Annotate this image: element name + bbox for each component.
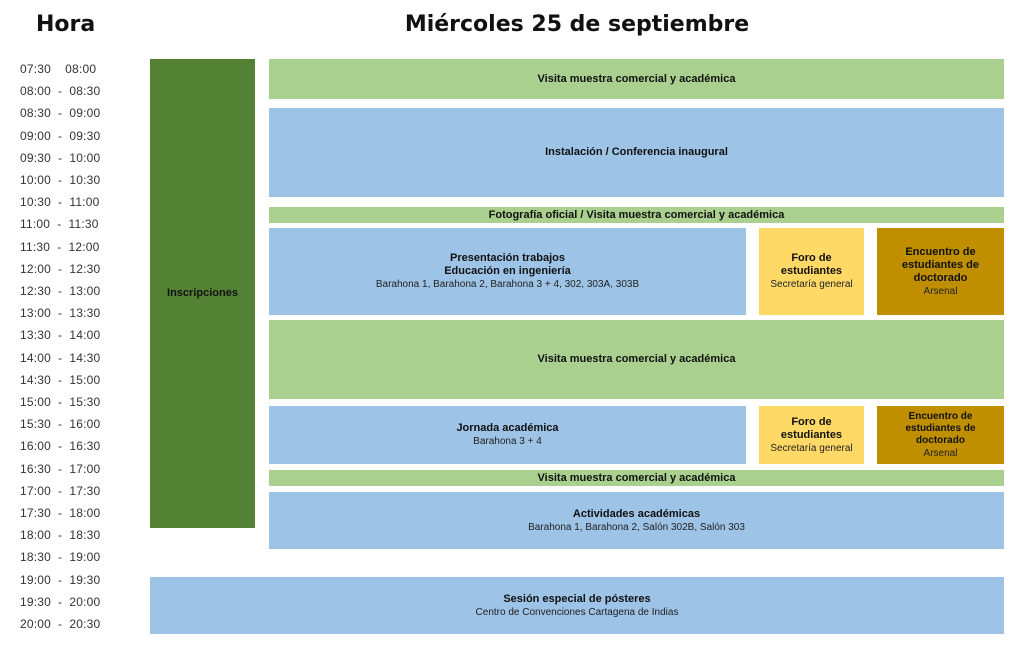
encuentro-room-2: Arsenal <box>923 447 958 459</box>
time-slot-label: 12:00 - 12:30 <box>20 261 101 276</box>
visita-block-2 <box>269 320 1004 399</box>
time-slot-label: 16:30 - 17:00 <box>20 461 101 476</box>
time-slot-label: 09:30 - 10:00 <box>20 150 101 165</box>
time-slot-label: 09:00 - 09:30 <box>20 128 101 143</box>
visita-title-2: Visita muestra comercial y académica <box>537 353 736 365</box>
foro-title-1a: Foro de <box>791 252 832 264</box>
encuentro-title-2a: Encuentro de <box>908 410 973 422</box>
foro-room-2: Secretaría general <box>770 442 853 454</box>
time-slot-label: 10:00 - 10:30 <box>20 173 101 187</box>
presentacion-rooms: Barahona 1, Barahona 2, Barahona 3 + 4, 302, 303A, 303B <box>375 279 640 290</box>
time-slot-label: 11:30 - 12:00 <box>20 239 100 254</box>
time-slot-label: 18:30 - 19:00 <box>20 550 101 565</box>
posteres-title: Sesión especial de pósteres <box>503 592 651 605</box>
time-slot-label: 19:00 - 19:30 <box>20 572 101 587</box>
encuentro-block-1 <box>877 228 1004 315</box>
encuentro-title-2c: doctorado <box>916 434 965 446</box>
encuentro-room-1: Arsenal <box>923 285 958 297</box>
actividades-rooms: Barahona 1, Barahona 2, Salón 302B, Salón 303 <box>528 521 745 533</box>
foro-title-1b: estudiantes <box>780 265 843 277</box>
posteres-venue: Centro de Convenciones Cartagena de Indias <box>475 606 679 618</box>
posteres-block <box>150 577 1004 634</box>
instalacion-block <box>269 108 1004 197</box>
instalacion-title: Instalación / Conferencia inaugural <box>545 146 728 158</box>
time-slot-label: 13:00 - 13:30 <box>20 306 101 321</box>
encuentro-title-1c: doctorado <box>913 271 968 284</box>
day-header: Miércoles 25 de septiembre <box>404 12 750 37</box>
foro-title-2b: estudiantes <box>780 428 843 441</box>
time-slot-label: 17:00 - 17:30 <box>20 483 101 498</box>
time-slot-label: 18:00 - 18:30 <box>20 528 101 543</box>
encuentro-title-2b: estudiantes de <box>905 422 976 434</box>
encuentro-block-2 <box>877 406 1004 464</box>
time-slot-label: 13:30 - 14:00 <box>20 328 101 343</box>
visita-title-1: Visita muestra comercial y académica <box>537 72 736 85</box>
encuentro-title-1b: estudiantes de <box>901 258 980 271</box>
time-slot-label: 07:30 08:00 <box>20 62 97 76</box>
inscripciones-title: Inscripciones <box>167 287 238 299</box>
jornada-title: Jornada académica <box>456 422 559 434</box>
time-slot-label: 20:00 - 20:30 <box>20 617 101 631</box>
time-slot-label: 19:30 - 20:00 <box>20 594 101 609</box>
visita-block-3 <box>269 470 1004 486</box>
time-slot-label: 16:00 - 16:30 <box>20 439 101 454</box>
actividades-block <box>269 492 1004 549</box>
foro-block-1 <box>759 228 864 315</box>
time-slot-label: 10:30 - 11:00 <box>20 195 100 210</box>
time-slot-label: 15:00 - 15:30 <box>20 395 101 409</box>
time-slot-label: 08:00 - 08:30 <box>20 84 101 99</box>
time-slot-label: 15:30 - 16:00 <box>20 417 101 432</box>
hora-header: Hora <box>36 12 96 37</box>
time-slot-label: 14:30 - 15:00 <box>20 372 101 387</box>
fotografia-block <box>269 207 1004 223</box>
foro-room-1: Secretaría general <box>770 279 853 290</box>
inscripciones-block <box>150 59 255 528</box>
presentacion-title-2: Educación en ingeniería <box>444 265 571 277</box>
encuentro-title-1a: Encuentro de <box>905 245 976 258</box>
actividades-title: Actividades académicas <box>572 507 701 520</box>
foro-block-2 <box>759 406 864 464</box>
visita-title-3: Visita muestra comercial y académica <box>537 471 736 484</box>
time-slot-label: 11:00 - 11:30 <box>20 217 99 232</box>
time-slot-label: 17:30 - 18:00 <box>20 506 101 520</box>
time-slot-label: 08:30 - 09:00 <box>20 106 101 121</box>
time-slot-label: 12:30 - 13:00 <box>20 284 101 298</box>
fotografia-title: Fotografía oficial / Visita muestra comercial y académica <box>488 208 785 221</box>
presentacion-title-1: Presentación trabajos <box>450 252 565 264</box>
presentacion-block <box>269 228 746 315</box>
time-slot-label: 14:00 - 14:30 <box>20 350 101 365</box>
visita-block-1 <box>269 59 1004 99</box>
jornada-room: Barahona 3 + 4 <box>473 436 542 447</box>
jornada-block <box>269 406 746 464</box>
foro-title-2a: Foro de <box>791 415 832 428</box>
